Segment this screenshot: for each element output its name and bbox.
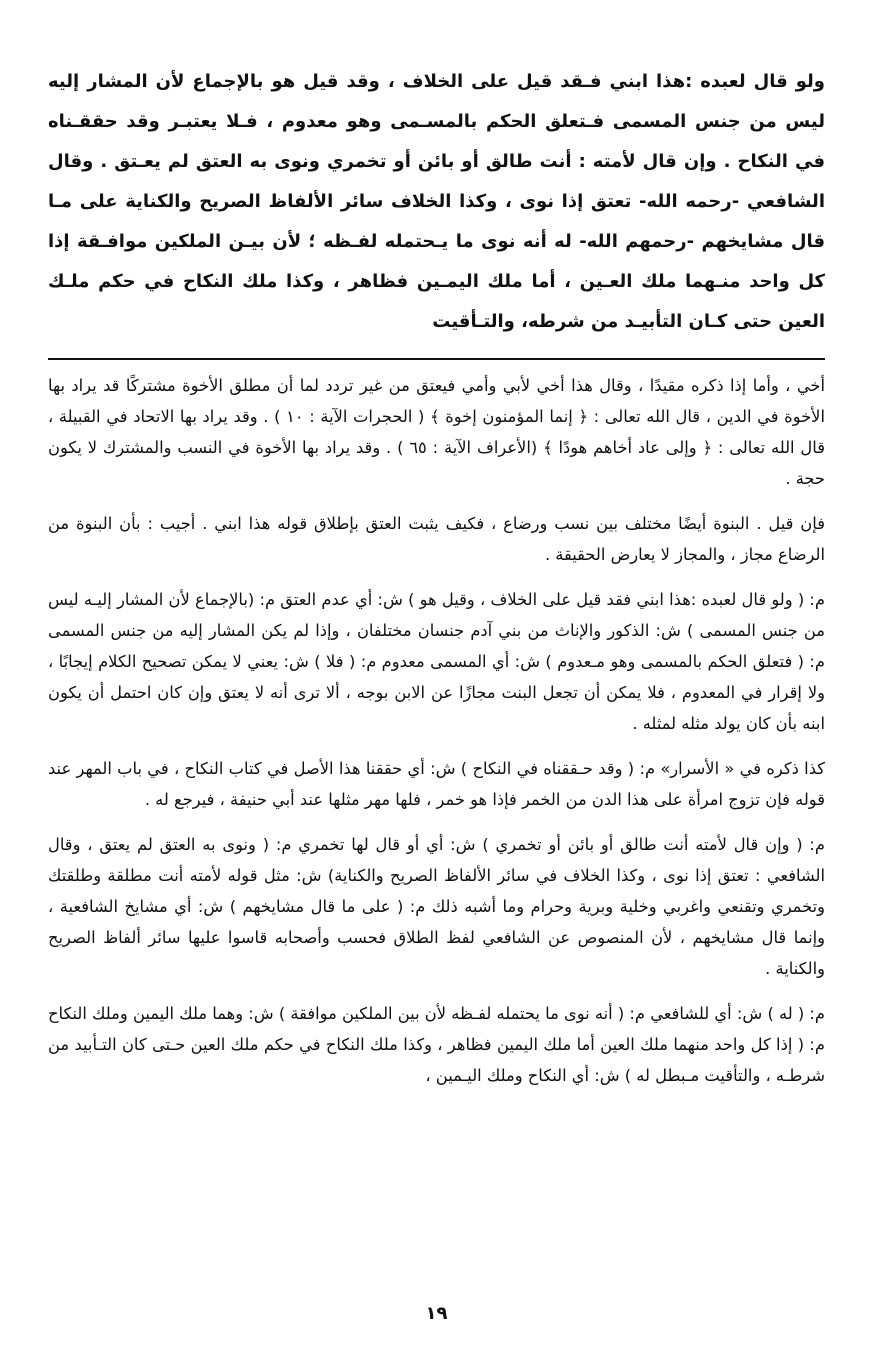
commentary-paragraph: فإن قيل . البنوة أيضًا مختلف بين نسب ورضاع ، فكيف يثبت العتق بإطلاق قوله هذا ابني . أجيب : بأن البنوة من الرضاع مجاز ، والمجاز لا يعارض الحقيقة .: [48, 514, 825, 564]
commentary: [48, 370, 825, 1091]
page-number: ١٩: [425, 1303, 448, 1324]
commentary-paragraph: أخي ، وأما إذا ذكره مقيدًا ، وقال هذا أخي لأبي وأمي فيعتق من غير تردد لما أن مطلق الأخوة مشتركًا قد يراد بها الأخوة في الدين ، قال الله تعالى : ﴿ إنما المؤمنون إخوة ﴾ ( الحجرات الآية : ١٠ ) . وقد يراد بها الاتحاد في القبيلة ، قال الله تعالى : ﴿ وإلى عاد أخاهم هودًا ﴾ (الأعراف الآية : ٦٥ ) . وقد يراد بها الأخوة في النسب والمشترك لا يكون حجة .: [48, 376, 825, 488]
divider-line: [48, 358, 825, 360]
commentary-paragraph: كذا ذكره في « الأسرار» م: ( وقد حـققناه في النكاح ) ش: أي حققنا هذا الأصل في كتاب النكاح ، في باب المهر عند قوله فإن تزوج امرأة على هذا الدن من الخمر فإذا هو خمر ، فلها مهر مثلها عند أبي حنيفة ، فيرجع له .: [48, 759, 825, 809]
commentary-paragraph: م: ( وإن قال لأمته أنت طالق أو بائن أو تخمري ) ش: أي أو قال لها تخمري م: ( ونوى به العتق لم يعتق ، وقال الشافعي : تعتق إذا نوى ، وكذا الخلاف في سائر الألفاظ الصريح والكناية) ش: مثل قوله لأمته أنت مطلقة وطلقتك وتخمري وتقنعي واغربي وخلية وبرية وحرام وما أشبه ذلك م: ( على ما قال مشايخهم ) ش: أي مشايخ الشافعية ، وإنما قال مشايخهم ، لأن المنصوص عن الشافعي لفظ الطلاق فحسب وأصحابه قاسوا عليها سائر ألفاظ الصريح والكناية .: [48, 835, 825, 978]
commentary-paragraph: م: ( ولو قال لعبده :هذا ابني فقد قيل على الخلاف ، وقيل هو ) ش: أي عدم العتق م: (بالإجماع لأن المشار إليـه ليس من جنس المسمى ) ش: الذكور والإناث من بني آدم جنسان مختلفان ، وإذا لم يكن المشار إليه من جنس المسمى م: ( فتعلق الحكم بالمسمى وهو مـعدوم ) ش: أي المسمى معدوم م: ( فلا ) ش: يعني لا يمكن تصحيح الكلام إيجابًا ، ولا إقرار في المعدوم ، فلا يمكن أن تجعل البنت مجازًا عن الابن بوجه ، ألا ترى أنه لا يعتق وإن كان احتمل أن يكون ابنه بأن كان يولد مثله لمثله .: [48, 590, 825, 733]
commentary-paragraph: م: ( له ) ش: أي للشافعي م: ( أنه نوى ما يحتمله لفـظه لأن بين الملكين موافقة ) ش: وهما ملك اليمين وملك النكاح م: ( إذا كل واحد منهما ملك العين أما ملك اليمين فظاهر ، وكذا ملك النكاح في حكم ملك العين حـتى كان التـأبيد من شرطـه ، والتأقيت مـبطل له ) ش: أي النكاح وملك اليـمين ،: [48, 1004, 825, 1085]
book-page: [48, 62, 825, 1341]
main-text: ولو قال لعبده :هذا ابني فـقد قيل على الخلاف ، وقد قيل هو بالإجماع لأن المشار إليه ليس من جنس المسمى فـتعلق الحكم بالمسـمى وهو معدوم ، فـلا يعتبـر وقد حققـناه في النكاح . وإن قال لأمته : أنت طالق أو بائن أو تخمري ونوى به العتق لم يعـتق . وقال الشافعي -رحمه الله- تعتق إذا نوى ، وكذا الخلاف سائر الألفاظ الصريح والكناية على مـا قال مشايخهم -رحمهم الله- له أنه نوى ما يـحتمله لفـظه ؛ لأن بيـن الملكين موافـقة إذا كل واحد منـهما ملك العـين ، أما ملك اليمـين فظاهر ، وكذا ملك النكاح في حكم ملـك العين حتى كـان التأبيـد من شرطه، والتـأقيت: [48, 71, 825, 332]
